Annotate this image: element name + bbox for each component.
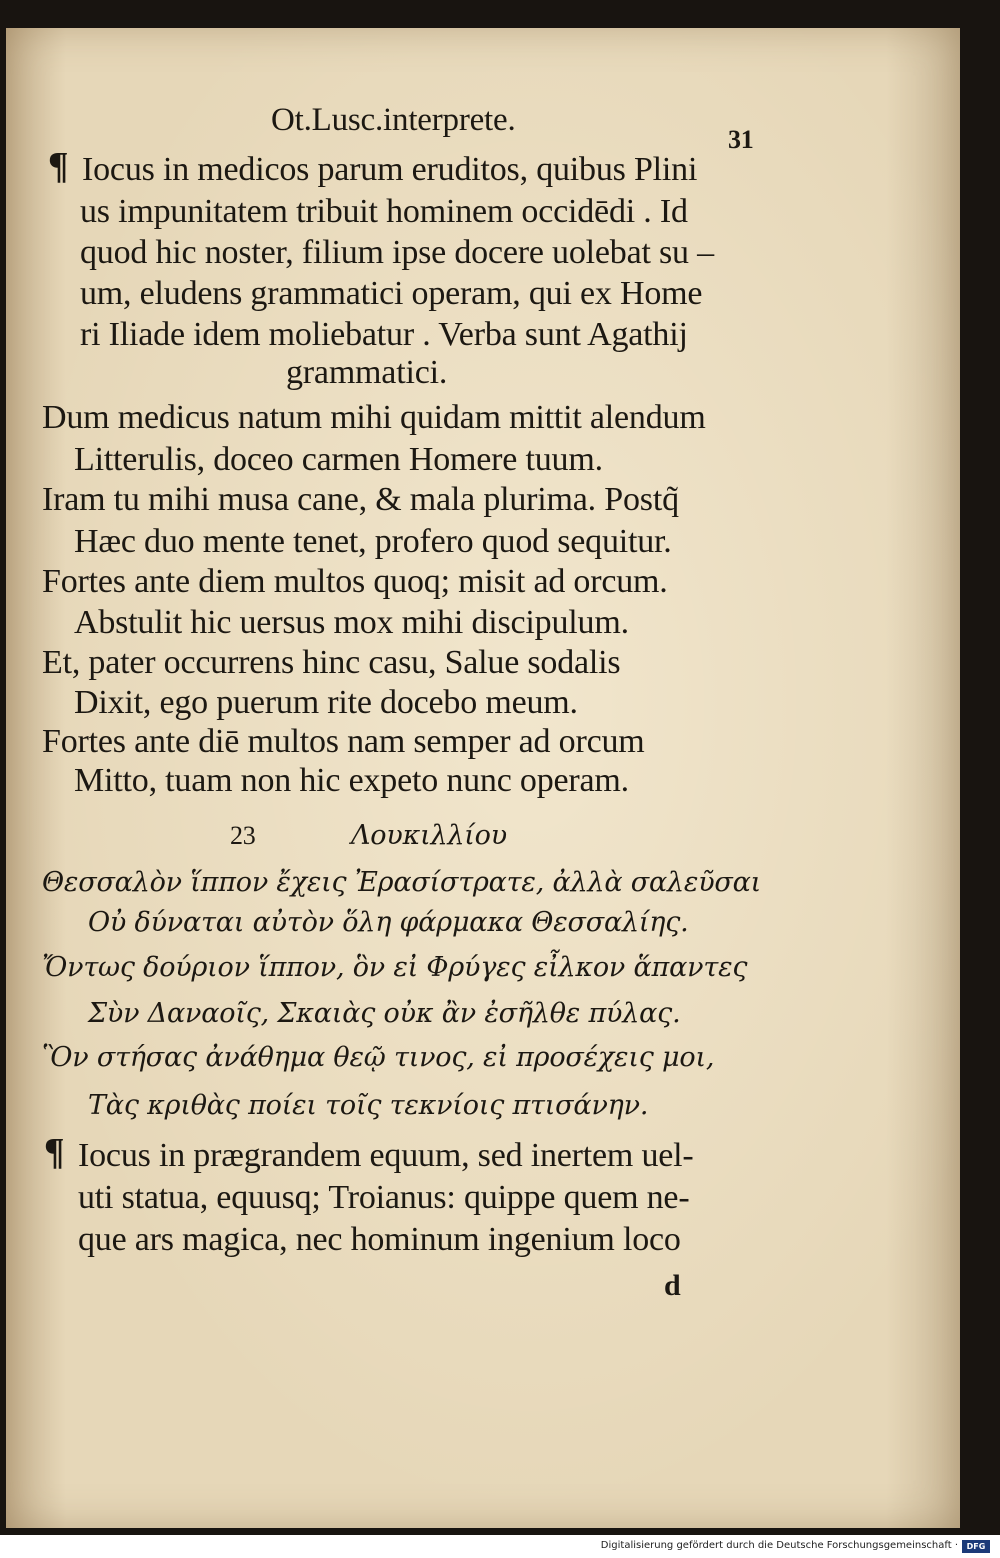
verse-line: Fortes ante diem multos quoq; misit ad orcum. (42, 563, 668, 600)
funding-credit: Digitalisierung gefördert durch die Deutsche Forschungsgemeinschaft · (600, 1540, 958, 1551)
text-line: Iocus in prægrandem equum, sed inertem uel- (78, 1137, 694, 1174)
text-line: quod hic noster, filium ipse docere uolebat su – (80, 234, 714, 271)
verse-line: Iram tu mihi musa cane, & mala plurima. Postq̃ (42, 481, 679, 518)
verse-line: Litterulis, doceo carmen Homere tuum. (74, 441, 603, 478)
verse-line: Et, pater occurrens hinc casu, Salue sodalis (42, 644, 621, 681)
text-line: uti statua, equusq; Troianus: quippe quem ne- (78, 1179, 690, 1216)
verse-line: Abstulit hic uersus mox mihi discipulum. (74, 604, 629, 641)
verse-line: Hæc duo mente tenet, profero quod sequitur. (74, 523, 672, 560)
verse-line: Mitto, tuam non hic expeto nunc operam. (74, 762, 629, 799)
pilcrow-mark: ¶ (48, 145, 69, 187)
text-line: ri Iliade idem moliebatur . Verba sunt Agathij (80, 316, 688, 353)
text-line: Iocus in medicos parum eruditos, quibus Plini (82, 151, 698, 188)
greek-line: Ὃν στήσας ἀνάθημα θεῷ τινος, εἰ προσέχεις μοι, (42, 1042, 715, 1073)
text-line: um, eludens grammatici operam, qui ex Home (80, 275, 703, 312)
text-line: us impunitatem tribuit hominem occidēdi . Id (80, 193, 688, 230)
greek-line: Θεσσαλὸν ἵππον ἔχεις Ἐρασίστρατε, ἀλλὰ σαλεῦσαι (42, 867, 762, 898)
greek-line: Τὰς κριθὰς ποίει τοῖς τεκνίοις πτισάνην. (88, 1090, 649, 1121)
signature-mark: d (664, 1269, 681, 1302)
verse-line: Fortes ante diē multos nam semper ad orcum (42, 723, 645, 760)
running-title: Ot.Lusc.interprete. (271, 102, 516, 138)
verse-line: Dum medicus natum mihi quidam mittit alendum (42, 399, 706, 436)
verse-line: Dixit, ego puerum rite docebo meum. (74, 684, 578, 721)
text-line: que ars magica, nec hominum ingenium loco (78, 1221, 681, 1258)
folio-number: 31 (728, 125, 754, 154)
epigram-number: 23 (230, 821, 256, 850)
greek-line: Ὄντως δούριον ἵππον, ὃν εἰ Φρύγες εἶλκον ἅπαντες (42, 952, 748, 983)
greek-line: Σὺν Δαναοῖς, Σκαιὰς οὐκ ἂν ἐσῆλθε πύλας. (88, 998, 681, 1029)
footer-bar (0, 1535, 1000, 1558)
epigram-heading: Λουκιλλίου (351, 820, 507, 851)
pilcrow-mark: ¶ (44, 1131, 65, 1173)
dfg-logo: DFG (962, 1540, 990, 1553)
book-page (6, 28, 960, 1528)
text-line: grammatici. (286, 354, 448, 391)
greek-line: Οὐ δύναται αὐτὸν ὅλη φάρμακα Θεσσαλίης. (88, 907, 689, 938)
